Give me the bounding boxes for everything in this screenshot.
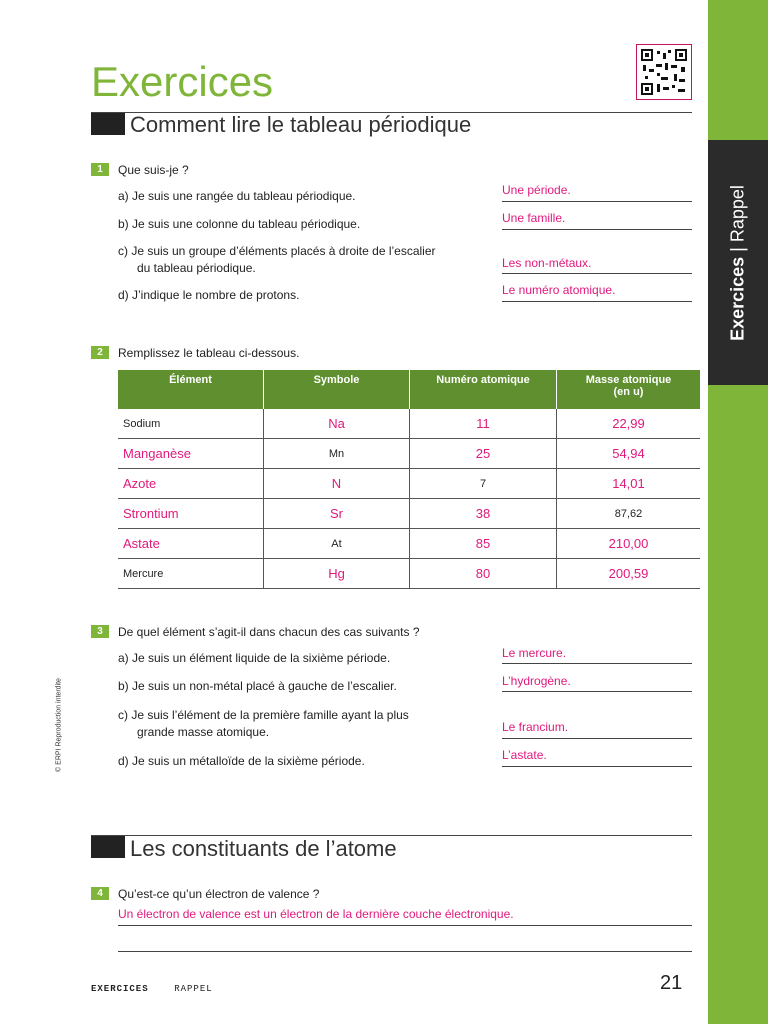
question-number: 1	[91, 163, 109, 176]
question-item: b) Je suis un non-métal placé à gauche de l’escalier.	[118, 679, 397, 693]
answer-text[interactable]: Le mercure.	[502, 646, 567, 660]
table-header-line1: Masse atomique	[585, 374, 672, 386]
answer-line	[502, 201, 692, 202]
table-cell-element[interactable]: Strontium	[118, 499, 264, 529]
footer	[91, 984, 213, 994]
page-number: 21	[660, 972, 683, 994]
table-cell-symbol[interactable]: Na	[264, 409, 410, 439]
table-header-line2: (en u)	[613, 386, 644, 398]
copyright-notice	[52, 640, 66, 810]
table-header: Numéro atomique	[410, 370, 557, 409]
table-cell-mass[interactable]: 200,59	[557, 559, 701, 589]
answer-line	[502, 229, 692, 230]
table-cell-element[interactable]: Astate	[118, 529, 264, 559]
question-prompt: De quel élément s’agit-il dans chacun des cas suivants ?	[118, 625, 420, 639]
answer-text[interactable]: L’astate.	[502, 748, 547, 762]
answer-line	[118, 925, 692, 926]
question-prompt: Qu’est-ce qu’un électron de valence ?	[118, 887, 320, 901]
table-cell-symbol[interactable]: Sr	[264, 499, 410, 529]
question-number: 3	[91, 625, 109, 638]
answer-line	[502, 273, 692, 274]
table-cell-symbol[interactable]: Hg	[264, 559, 410, 589]
sidebar-label	[708, 140, 768, 385]
table-cell-element[interactable]: Azote	[118, 469, 264, 499]
table-row	[118, 409, 700, 439]
footer-bold: EXERCICES	[91, 984, 149, 994]
section-title: Comment lire le tableau périodique	[130, 112, 472, 137]
answer-line	[502, 738, 692, 739]
table-cell-element: Sodium	[118, 409, 264, 439]
table-header: Élément	[118, 370, 264, 409]
answer-text[interactable]: Une famille.	[502, 211, 566, 225]
footer-rest: RAPPEL	[174, 984, 213, 994]
table-cell-number[interactable]: 38	[410, 499, 557, 529]
table-cell-element: Mercure	[118, 559, 264, 589]
table-cell-number[interactable]: 11	[410, 409, 557, 439]
answer-text[interactable]: Une période.	[502, 183, 571, 197]
table-row	[118, 529, 700, 559]
copyright-text: © ERPI Reproduction interdite	[55, 678, 63, 772]
sidebar-label-rest: Rappel	[727, 184, 748, 242]
question-item-cont: grande masse atomique.	[137, 725, 270, 739]
answer-line	[502, 663, 692, 664]
sidebar-bottom	[708, 385, 768, 1024]
question-item: c) Je suis l’élément de la première famille ayant la plus	[118, 708, 409, 722]
question-item: b) Je suis une colonne du tableau périodique.	[118, 217, 361, 231]
table-cell-mass: 87,62	[557, 499, 701, 529]
section-marker	[91, 113, 125, 135]
table-cell-number[interactable]: 85	[410, 529, 557, 559]
answer-line	[502, 301, 692, 302]
section-title: Les constituants de l’atome	[130, 836, 397, 861]
table-row	[118, 439, 700, 469]
table-cell-mass[interactable]: 210,00	[557, 529, 701, 559]
question-item-cont: du tableau périodique.	[137, 261, 256, 275]
table-row	[118, 469, 700, 499]
answer-text[interactable]: Les non-métaux.	[502, 256, 592, 270]
table-cell-mass[interactable]: 22,99	[557, 409, 701, 439]
sidebar-label-sep: |	[727, 241, 748, 257]
question-item: d) J’indique le nombre de protons.	[118, 288, 300, 302]
sidebar-label-bold: Exercices	[727, 256, 748, 341]
table-header	[557, 370, 701, 409]
answer-text[interactable]: L’hydrogène.	[502, 674, 571, 688]
answer-line	[118, 951, 692, 952]
table-row	[118, 559, 700, 589]
table-cell-mass[interactable]: 14,01	[557, 469, 701, 499]
question-item: c) Je suis un groupe d’éléments placés à droite de l’escalier	[118, 244, 436, 258]
question-prompt: Remplissez le tableau ci-dessous.	[118, 346, 300, 360]
qr-code-icon[interactable]	[636, 44, 692, 100]
page-title: Exercices	[91, 58, 274, 105]
table-cell-number[interactable]: 25	[410, 439, 557, 469]
question-number: 2	[91, 346, 109, 359]
question-number: 4	[91, 887, 109, 900]
answer-text[interactable]: Le numéro atomique.	[502, 283, 616, 297]
answer-text[interactable]: Un électron de valence est un électron de la dernière couche électronique.	[118, 907, 514, 921]
answer-text[interactable]: Le francium.	[502, 720, 569, 734]
section-marker	[91, 836, 125, 858]
table-header: Symbole	[264, 370, 410, 409]
question-item: d) Je suis un métalloïde de la sixième période.	[118, 754, 365, 768]
sidebar-top	[708, 0, 768, 140]
table-cell-element[interactable]: Manganèse	[118, 439, 264, 469]
question-item: a) Je suis une rangée du tableau périodique.	[118, 189, 356, 203]
answer-line	[502, 691, 692, 692]
answer-line	[502, 766, 692, 767]
table-row	[118, 499, 700, 529]
question-item: a) Je suis un élément liquide de la sixième période.	[118, 651, 391, 665]
question-prompt: Que suis-je ?	[118, 163, 189, 177]
table-cell-symbol: Mn	[264, 439, 410, 469]
table-cell-symbol: At	[264, 529, 410, 559]
element-table	[118, 370, 700, 589]
table-cell-symbol[interactable]: N	[264, 469, 410, 499]
table-cell-mass[interactable]: 54,94	[557, 439, 701, 469]
table-cell-number: 7	[410, 469, 557, 499]
table-cell-number[interactable]: 80	[410, 559, 557, 589]
